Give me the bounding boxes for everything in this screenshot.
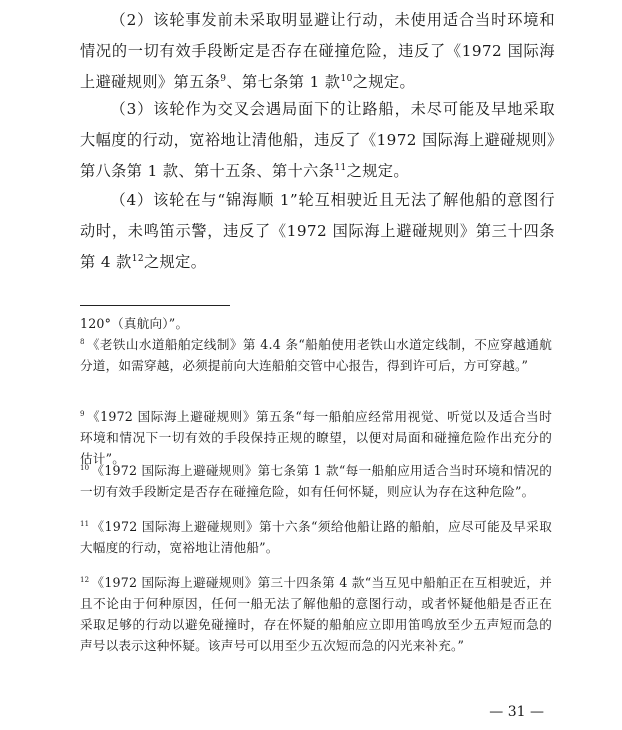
- footnote-text: 《1972 国际海上避碰规则》第七条第 1 款“每一船舶应用适合当时环境和情况的一切有效手段断定是否存在碰撞危险，如有任何怀疑，则应认为存在这种危险”。: [80, 463, 552, 499]
- paragraph-text: （2）该轮事发前未采取明显避让行动，未使用适合当时环境和情况的一切有效手段断定是否存在碰撞危险，违反了《1972 国际海上避碰规则》第五条: [80, 11, 555, 91]
- paragraph-text: （3）该轮作为交叉会遇局面下的让路船，未尽可能及早地采取大幅度的行动，宽裕地让清他船，违反了《1972 国际海上避碰规则》第八条第 1 款、第十五条、第十六条: [80, 100, 555, 180]
- footnote-ref-9[interactable]: 9: [220, 73, 227, 84]
- paragraph-4: [80, 185, 555, 278]
- footnote-text: 120°（真航向）”。: [80, 316, 189, 331]
- footnote-text: 《1972 国际海上避碰规则》第五条“每一船舶应经常用视觉、听觉以及适合当时环境和情况下一切有效的手段保持正规的瞭望，以便对局面和碰撞危险作出充分的估计”。: [80, 409, 552, 466]
- footnote-ref-12[interactable]: 12: [131, 253, 144, 264]
- footnote-8: [80, 334, 552, 376]
- footnote-mark: 8: [80, 337, 85, 346]
- footnote-mark: 12: [80, 575, 90, 584]
- paragraph-text: （4）该轮在与“锦海顺 1”轮互相驶近且无法了解他船的意图行动时，未鸣笛示警，违反了《1972 国际海上避碰规则》第三十四条第 4 款: [80, 191, 555, 271]
- footnote-mark: 10: [80, 463, 90, 472]
- page-number: — 31 —: [489, 704, 544, 720]
- footnote-mark: 9: [80, 409, 85, 418]
- paragraph-text: 之规定。: [346, 162, 409, 180]
- footnote-mark: 11: [80, 519, 90, 528]
- footnote-text: 《老铁山水道船舶定线制》第 4.4 条“船舶使用老铁山水道定线制，不应穿越通航分道，如需穿越，必须提前向大连船舶交管中心报告，得到许可后，方可穿越。”: [80, 337, 552, 373]
- footnote-ref-11[interactable]: 11: [334, 162, 347, 173]
- paragraph-text: 之规定。: [352, 73, 416, 91]
- paragraph-2: [80, 5, 555, 98]
- footnote-text: 《1972 国际海上避碰规则》第三十四条第 4 款“当互见中船舶正在互相驶近，并且不论由于何种原因，任何一船无法了解他船的意图行动，或者怀疑他船是否正在采取足够的行动以避免碰撞时，存在怀疑的船舶应立即用笛鸣放至少五声短而急的声号以表示这种怀疑。该声号可以用至少五次短而急的闪光来补充。”: [80, 575, 552, 653]
- footnote-text: 《1972 国际海上避碰规则》第十六条“须给他船让路的船舶，应尽可能及早采取大幅度的行动，宽裕地让清他船”。: [80, 519, 552, 555]
- paragraph-text: 之规定。: [143, 253, 207, 271]
- paragraph-text: 、第七条第 1 款: [226, 73, 341, 91]
- footnote-12: [80, 572, 552, 656]
- footnote-10: [80, 460, 552, 502]
- paragraph-3: [80, 94, 555, 187]
- footnote-11: [80, 516, 552, 558]
- footnote-continuation: [80, 313, 552, 334]
- footnote-separator: [80, 305, 230, 306]
- footnote-ref-10[interactable]: 10: [340, 73, 353, 84]
